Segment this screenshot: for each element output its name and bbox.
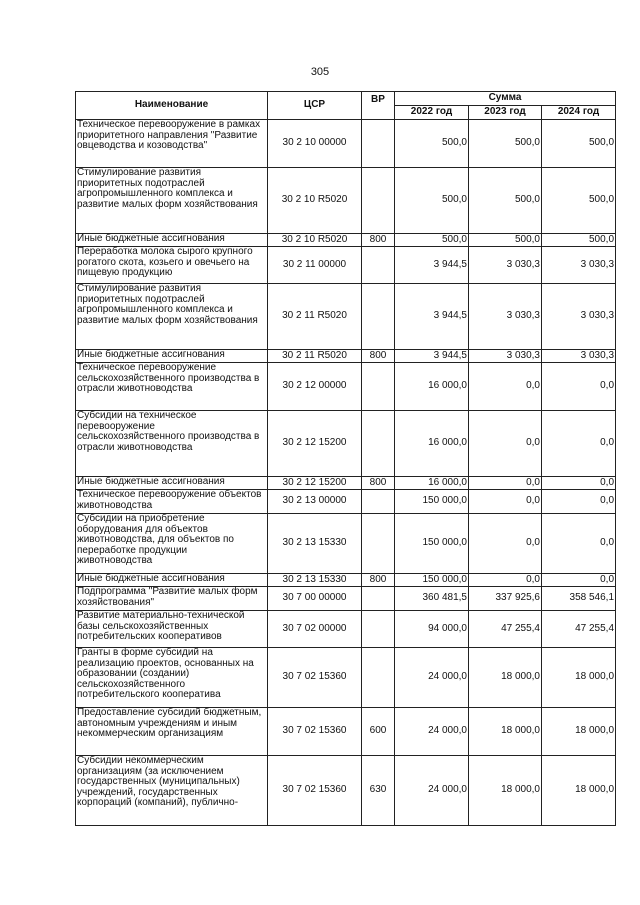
cell-2023: 0,0	[469, 363, 542, 411]
cell-csr: 30 2 10 00000	[268, 120, 362, 168]
cell-2024: 18 000,0	[542, 756, 616, 826]
cell-2024: 3 030,3	[542, 350, 616, 363]
cell-2024: 18 000,0	[542, 708, 616, 756]
cell-2023: 0,0	[469, 477, 542, 490]
cell-csr: 30 2 12 00000	[268, 363, 362, 411]
cell-csr: 30 7 02 00000	[268, 611, 362, 648]
cell-2022: 16 000,0	[395, 363, 469, 411]
cell-name: Иные бюджетные ассигнования	[76, 477, 268, 490]
cell-2022: 3 944,5	[395, 350, 469, 363]
cell-2023: 0,0	[469, 514, 542, 574]
table-row	[76, 490, 616, 514]
cell-2024: 358 546,1	[542, 587, 616, 611]
cell-name: Иные бюджетные ассигнования	[76, 350, 268, 363]
cell-vr: 800	[362, 234, 395, 247]
table-row	[76, 648, 616, 708]
cell-vr	[362, 168, 395, 234]
cell-csr: 30 7 00 00000	[268, 587, 362, 611]
cell-csr: 30 2 11 R5020	[268, 350, 362, 363]
cell-2022: 3 944,5	[395, 247, 469, 284]
cell-2024: 500,0	[542, 120, 616, 168]
cell-name: Подпрограмма "Развитие малых форм хозяйствования"	[76, 587, 268, 611]
cell-2023: 3 030,3	[469, 247, 542, 284]
cell-vr	[362, 363, 395, 411]
cell-name: Стимулирование развития приоритетных подотраслей агропромышленного комплекса и развитие малых форм хозяйствования	[76, 284, 268, 350]
cell-2022: 500,0	[395, 168, 469, 234]
table-row	[76, 574, 616, 587]
cell-2022: 150 000,0	[395, 514, 469, 574]
cell-vr	[362, 648, 395, 708]
cell-name: Предоставление субсидий бюджетным, автономным учреждениям и иным некоммерческим организациям	[76, 708, 268, 756]
cell-2024: 3 030,3	[542, 284, 616, 350]
table-row	[76, 350, 616, 363]
cell-csr: 30 2 13 15330	[268, 514, 362, 574]
table-row	[76, 234, 616, 247]
cell-name: Субсидии на техническое перевооружение сельскохозяйственного производства в отрасли животноводства	[76, 411, 268, 477]
cell-vr	[362, 514, 395, 574]
cell-name: Переработка молока сырого крупного рогатого скота, козьего и овечьего на пищевую продукцию	[76, 247, 268, 284]
table-row	[76, 120, 616, 168]
cell-name: Стимулирование развития приоритетных подотраслей агропромышленного комплекса и развитие малых форм хозяйствования	[76, 168, 268, 234]
cell-2023: 337 925,6	[469, 587, 542, 611]
cell-2024: 0,0	[542, 411, 616, 477]
cell-vr	[362, 120, 395, 168]
cell-csr: 30 2 12 15200	[268, 411, 362, 477]
table-row	[76, 247, 616, 284]
cell-name: Субсидии некоммерческим организациям (за исключением государственных (муниципальных) учреждений, государственных корпораций (компаний), публично-	[76, 756, 268, 826]
cell-vr: 800	[362, 477, 395, 490]
cell-2023: 3 030,3	[469, 284, 542, 350]
cell-vr: 800	[362, 574, 395, 587]
cell-2022: 150 000,0	[395, 490, 469, 514]
cell-2023: 18 000,0	[469, 756, 542, 826]
header-sum: Сумма	[395, 92, 616, 106]
cell-csr: 30 7 02 15360	[268, 708, 362, 756]
cell-vr	[362, 247, 395, 284]
table-row	[76, 284, 616, 350]
cell-2022: 150 000,0	[395, 574, 469, 587]
header-2023: 2023 год	[469, 106, 542, 120]
cell-2023: 0,0	[469, 411, 542, 477]
cell-2024: 500,0	[542, 168, 616, 234]
cell-2022: 24 000,0	[395, 708, 469, 756]
cell-2024: 3 030,3	[542, 247, 616, 284]
cell-name: Иные бюджетные ассигнования	[76, 574, 268, 587]
cell-vr: 800	[362, 350, 395, 363]
cell-name: Развитие материально-технической базы сельскохозяйственных потребительских кооперативов	[76, 611, 268, 648]
cell-vr	[362, 490, 395, 514]
page-number: 305	[310, 66, 330, 78]
cell-2023: 47 255,4	[469, 611, 542, 648]
cell-2024: 0,0	[542, 477, 616, 490]
cell-2024: 0,0	[542, 363, 616, 411]
cell-name: Иные бюджетные ассигнования	[76, 234, 268, 247]
header-row-1	[76, 92, 616, 106]
cell-2022: 360 481,5	[395, 587, 469, 611]
cell-2024: 500,0	[542, 234, 616, 247]
cell-2022: 16 000,0	[395, 477, 469, 490]
cell-2022: 24 000,0	[395, 756, 469, 826]
cell-csr: 30 2 10 R5020	[268, 234, 362, 247]
cell-csr: 30 2 13 15330	[268, 574, 362, 587]
cell-vr	[362, 611, 395, 648]
table-row	[76, 477, 616, 490]
table-row	[76, 611, 616, 648]
header-name: Наименование	[76, 92, 268, 120]
header-csr: ЦСР	[268, 92, 362, 120]
budget-table	[75, 91, 616, 826]
cell-csr: 30 7 02 15360	[268, 756, 362, 826]
table-row	[76, 756, 616, 826]
table-row	[76, 363, 616, 411]
cell-vr	[362, 411, 395, 477]
cell-2023: 500,0	[469, 168, 542, 234]
cell-vr: 600	[362, 708, 395, 756]
cell-name: Гранты в форме субсидий на реализацию проектов, основанных на образовании (создании) сельскохозяйственного потребительского кооператива	[76, 648, 268, 708]
cell-2023: 18 000,0	[469, 708, 542, 756]
cell-name: Техническое перевооружение сельскохозяйственного производства в отрасли животноводства	[76, 363, 268, 411]
cell-2022: 24 000,0	[395, 648, 469, 708]
cell-2023: 0,0	[469, 574, 542, 587]
table-row	[76, 168, 616, 234]
cell-2024: 0,0	[542, 490, 616, 514]
cell-2023: 500,0	[469, 234, 542, 247]
cell-2022: 500,0	[395, 234, 469, 247]
cell-2024: 0,0	[542, 514, 616, 574]
table-row	[76, 587, 616, 611]
header-2022: 2022 год	[395, 106, 469, 120]
cell-csr: 30 7 02 15360	[268, 648, 362, 708]
cell-2023: 500,0	[469, 120, 542, 168]
cell-csr: 30 2 13 00000	[268, 490, 362, 514]
cell-2022: 94 000,0	[395, 611, 469, 648]
table-row	[76, 514, 616, 574]
cell-csr: 30 2 11 00000	[268, 247, 362, 284]
cell-name: Техническое перевооружение в рамках приоритетного направления "Развитие овцеводства и козоводства"	[76, 120, 268, 168]
header-2024: 2024 год	[542, 106, 616, 120]
cell-2022: 16 000,0	[395, 411, 469, 477]
table-row	[76, 411, 616, 477]
cell-csr: 30 2 10 R5020	[268, 168, 362, 234]
cell-2023: 3 030,3	[469, 350, 542, 363]
cell-csr: 30 2 11 R5020	[268, 284, 362, 350]
cell-2022: 500,0	[395, 120, 469, 168]
cell-2023: 18 000,0	[469, 648, 542, 708]
cell-2022: 3 944,5	[395, 284, 469, 350]
cell-vr: 630	[362, 756, 395, 826]
cell-2023: 0,0	[469, 490, 542, 514]
cell-2024: 0,0	[542, 574, 616, 587]
cell-vr	[362, 587, 395, 611]
cell-name: Техническое перевооружение объектов животноводства	[76, 490, 268, 514]
cell-name: Субсидии на приобретение оборудования для объектов животноводства, для объектов по переработке продукции животноводства	[76, 514, 268, 574]
cell-vr	[362, 284, 395, 350]
cell-2024: 47 255,4	[542, 611, 616, 648]
header-vr: ВР	[362, 92, 395, 120]
table-row	[76, 708, 616, 756]
cell-2024: 18 000,0	[542, 648, 616, 708]
cell-csr: 30 2 12 15200	[268, 477, 362, 490]
